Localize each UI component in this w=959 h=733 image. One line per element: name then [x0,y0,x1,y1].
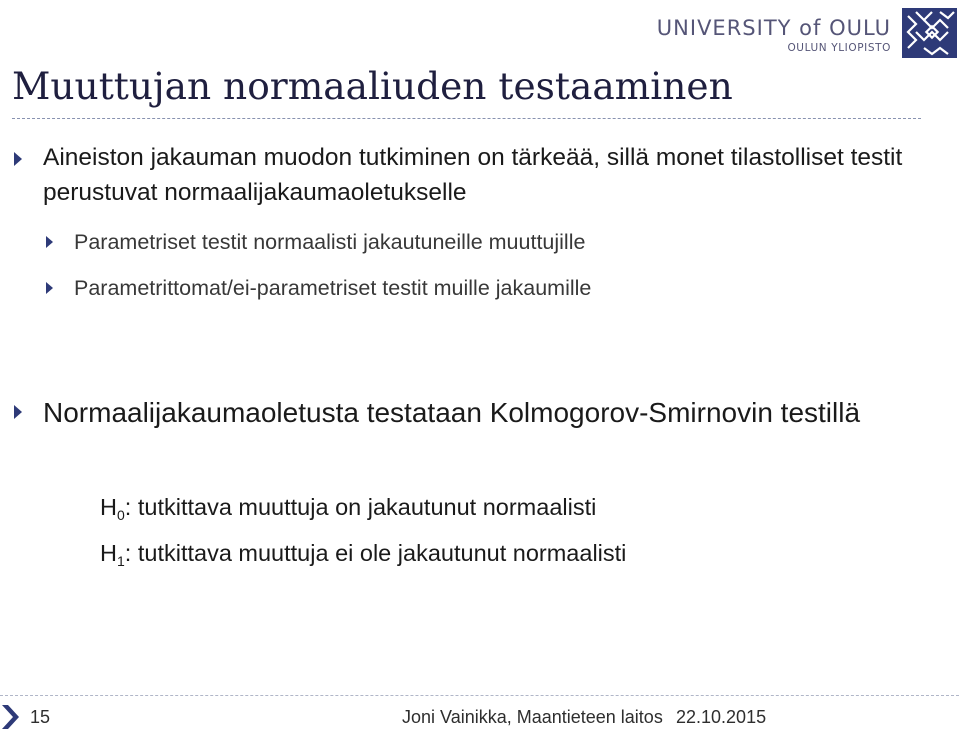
logo-university-name: UNIVERSITY of OULU [656,16,891,40]
footer-divider [0,695,959,696]
hypothesis-subscript: 1 [116,553,125,569]
sub-bullet-text: Parametriset testit normaalisti jakautuneille muuttujille [74,230,586,254]
bullet-arrow-icon [46,236,53,248]
bullet-text: Aineiston jakauman muodon tutkiminen on tärkeää, sillä monet tilastolliset testit perustuvat normaalijakaumaoletukselle [43,144,903,206]
hypothesis-subscript: 0 [116,507,125,523]
logo-university-subname: OULUN YLIOPISTO [787,42,891,54]
bullet-arrow-icon [14,405,22,419]
title-divider [12,118,921,119]
bullet-item [14,393,934,433]
page-number: 15 [30,707,51,727]
university-logo-icon [902,8,957,58]
footer-chevron-icon [0,702,30,732]
sub-bullet-item [46,272,591,304]
bullet-item [14,140,934,210]
bullet-arrow-icon [14,152,22,166]
hypothesis-letter: H [100,494,117,520]
footer-author: Joni Vainikka, Maantieteen laitos [402,707,663,727]
alternative-hypothesis [100,540,626,569]
bullet-text: Normaalijakaumaoletusta testataan Kolmogorov-Smirnovin testillä [43,397,861,428]
hypothesis-text: : tutkittava muuttuja ei ole jakautunut normaalisti [124,540,627,566]
hypothesis-text: : tutkittava muuttuja on jakautunut normaalisti [124,494,597,520]
sub-bullet-text: Parametrittomat/ei-parametriset testit muille jakaumille [74,276,592,300]
university-logo-text [657,18,891,54]
hypothesis-letter: H [100,540,117,566]
null-hypothesis [100,494,596,523]
sub-bullet-item [46,226,585,258]
footer-date: 22.10.2015 [676,707,767,727]
slide-title: Muuttujan normaaliuden testaaminen [12,64,733,108]
bullet-arrow-icon [46,282,53,294]
